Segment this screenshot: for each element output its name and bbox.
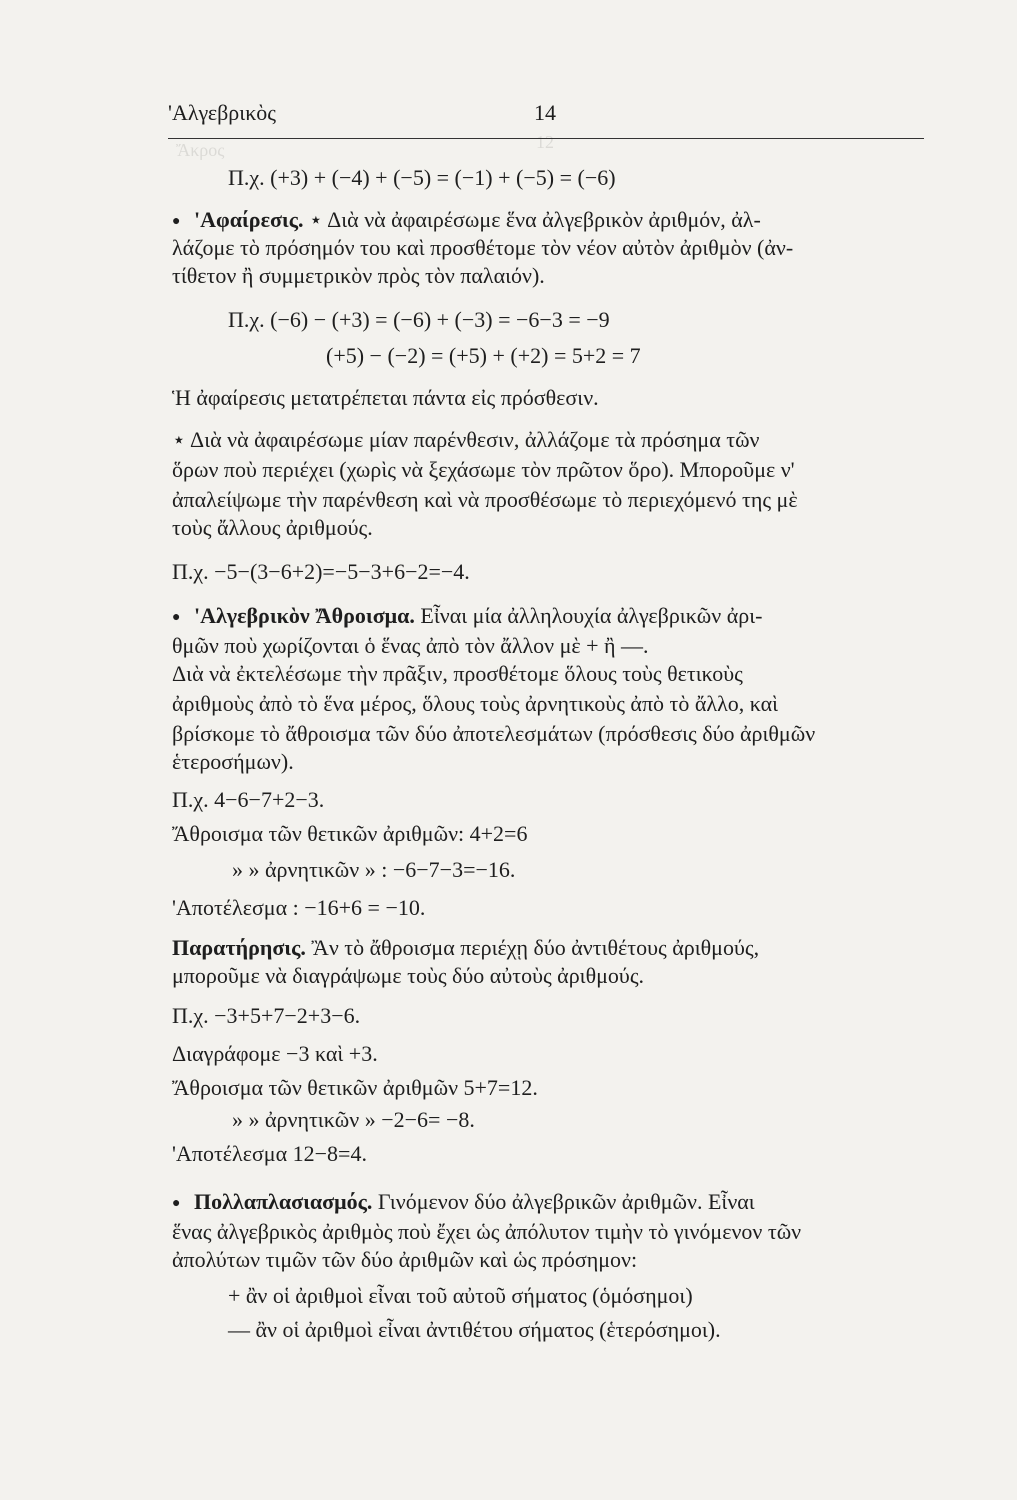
parenthesis-text-1: ⋆ Διὰ νὰ ἀφαιρέσωμε μίαν παρένθεσιν, ἀλλάζομε τὰ πρόσημα τῶν [172,427,760,452]
sum-text-5: βρίσκομε τὸ ἄθροισμα τῶν δύο ἀποτελεσμάτων (πρόσθεσις δύο ἀριθμῶν [172,721,816,746]
subtraction-text-2: λάζομε τὸ πρόσημόν του καὶ προσθέτομε τὸν νέον αὐτὸν ἀριθμὸν (ἀν- [172,235,794,260]
multiplication-opposite-sign: — ἂν οἱ ἀριθμοὶ εἶναι ἀντιθέτου σήματος (ἑτερόσημοι). [228,1317,721,1342]
subtraction-heading: 'Αφαίρεσις. [193,207,304,232]
subtraction-text-3: τίθετον ἢ συμμετρικὸν πρὸς τὸν παλαιόν). [172,263,545,288]
sum-paragraph-line-1 [172,602,763,634]
note-example: Π.χ. −3+5+7−2+3−6. [172,1003,361,1028]
note-negative-total: » » ἀρνητικῶν » −2−6= −8. [232,1107,475,1132]
sum-result: 'Αποτέλεσμα : −16+6 = −10. [172,895,426,920]
multiplication-text-3: ἀπολύτων τιμῶν τῶν δύο ἀριθμῶν καὶ ὡς πρόσημον: [172,1247,638,1272]
note-paragraph-line-1 [172,934,759,962]
note-heading: Παρατήρησις. [172,935,306,960]
note-result: 'Αποτέλεσμα 12−8=4. [172,1141,367,1166]
addition-example: Π.χ. (+3) + (−4) + (−5) = (−1) + (−5) = (−6) [228,165,616,190]
sum-negative-total: » » ἀρνητικῶν » : −6−7−3=−16. [232,857,516,882]
subtraction-example-2: (+5) − (−2) = (+5) + (+2) = 5+2 = 7 [326,343,641,368]
multiplication-text-1: Γινόμενον δύο ἀλγεβρικῶν ἀριθμῶν. Εἶναι [377,1189,755,1214]
multiplication-heading: Πολλαπλασιασμός. [193,1189,373,1214]
sum-example: Π.χ. 4−6−7+2−3. [172,787,325,812]
show-through-word: Ἄκρος [176,140,225,160]
running-header [168,100,924,139]
sum-text-6: ἑτεροσήμων). [172,749,294,774]
header-title: 'Αλγεβρικὸς [168,100,276,125]
note-text-2: μποροῦμε νὰ διαγράψωμε τοὺς δύο αὐτοὺς ἀριθμούς. [172,963,645,988]
multiplication-text-2: ἕνας ἀλγεβρικὸς ἀριθμὸς ποὺ ἔχει ὡς ἀπόλυτον τιμὴν τὸ γινόμενον τῶν [172,1219,802,1244]
show-through-page-number: 12 [536,132,554,152]
page-number: 14 [534,100,556,125]
subtraction-rule: Ἡ ἀφαίρεσις μετατρέπεται πάντα εἰς πρόσθεσιν. [172,385,599,410]
note-positive-total: Ἄθροισμα τῶν θετικῶν ἀριθμῶν 5+7=12. [172,1075,538,1100]
sum-positive-total: Ἄθροισμα τῶν θετικῶν ἀριθμῶν: 4+2=6 [172,821,528,846]
sum-heading: 'Αλγεβρικὸν Ἄθροισμα. [193,603,415,628]
parenthesis-text-2: ὅρων ποὺ περιέχει (χωρὶς νὰ ξεχάσωμε τὸν πρῶτον ὅρο). Μποροῦμε ν' [172,457,795,482]
note-text-1: Ἂν τὸ ἄθροισμα περιέχῃ δύο ἀντιθέτους ἀριθμούς, [311,935,760,960]
subtraction-text-1: ⋆ Διὰ νὰ ἀφαιρέσωμε ἕνα ἀλγεβρικὸν ἀριθμόν, ἀλ- [309,207,761,232]
sum-text-1: Εἶναι μία ἀλληλουχία ἀλγεβρικῶν ἀρι- [420,603,763,628]
multiplication-paragraph-line-1 [172,1188,755,1220]
sum-text-4: ἀριθμοὺς ἀπὸ τὸ ἕνα μέρος, ὅλους τοὺς ἀρνητικοὺς ἀπὸ τὸ ἄλλο, καὶ [172,691,779,716]
note-strike: Διαγράφομε −3 καὶ +3. [172,1041,378,1066]
parenthesis-example: Π.χ. −5−(3−6+2)=−5−3+6−2=−4. [172,559,470,584]
sum-text-2: θμῶν ποὺ χωρίζονται ὁ ἕνας ἀπὸ τὸν ἄλλον μὲ + ἢ —. [172,633,649,658]
parenthesis-text-3: ἀπαλείψωμε τὴν παρένθεση καὶ νὰ προσθέσωμε τὸ περιεχόμενό της μὲ [172,487,798,512]
multiplication-same-sign: + ἂν οἱ ἀριθμοὶ εἶναι τοῦ αὐτοῦ σήματος (ὁμόσημοι) [228,1283,693,1308]
parenthesis-text-4: τοὺς ἄλλους ἀριθμούς. [172,515,373,540]
subtraction-example-1: Π.χ. (−6) − (+3) = (−6) + (−3) = −6−3 = −9 [228,307,610,332]
sum-text-3: Διὰ νὰ ἐκτελέσωμε τὴν πρᾶξιν, προσθέτομε ὅλους τοὺς θετικοὺς [172,661,743,686]
